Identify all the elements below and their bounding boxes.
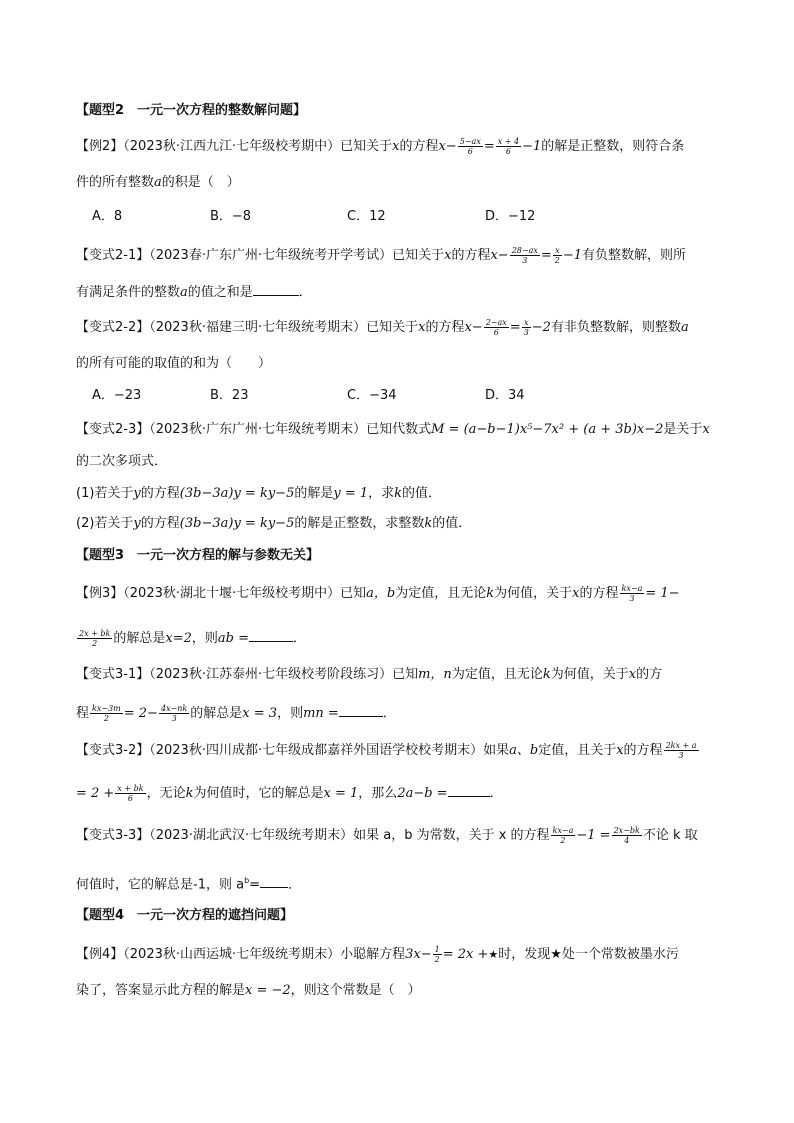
v21-line1: 【变式2-1】（2023春·广东广州·七年级统考开学考试）已知关于x的方程x− $\frac{28-ax}{3}$ = $\frac{x}{2}$ −1有负整数解，则所 [76, 246, 687, 265]
ex4-label: 【例4】 [76, 947, 124, 962]
v21-source: （2023春·广东广州·七年级统考开学考试） [149, 248, 393, 263]
v33-line1: 【变式3-3】（2023·湖北武汉·七年级统考期末）如果 a，b 为常数，关于 x 的方程 $\frac{kx-a}{2}$ −1 = $\frac{2x-bk}{4}$ 不论 k 取 [76, 826, 698, 845]
ex2-line1: 【例2】（2023秋·江西九江·七年级校考期中）已知关于x的方程x− $\frac{5-ax}{6}$ = $\frac{x + 4}{6}$ −1的解是正整数，则符合条 [76, 137, 685, 156]
v23-source: （2023秋·广东广州·七年级统考期末） [149, 422, 367, 437]
v23-label: 【变式2-3】 [76, 422, 150, 437]
ex2-fraction-1: $\frac{5-ax}{6}$ [459, 137, 481, 156]
ex2-option-d[interactable]: D．−12 [485, 209, 536, 224]
v33-fraction-1: $\frac{kx-a}{2}$ [552, 826, 574, 845]
section-2-title: 【题型2 一元一次方程的整数解问题】 [76, 103, 307, 118]
ex2-source: （2023秋·江西九江·七年级校考期中） [123, 139, 341, 154]
v31-answer-blank[interactable] [339, 703, 383, 717]
v22-option-c[interactable]: C．−34 [347, 388, 397, 403]
v33-line2: 何值时，它的解总是-1，则 $a^b=$ ． [76, 876, 302, 893]
ex2-label: 【例2】 [76, 139, 124, 154]
v22-option-a[interactable]: A．−23 [92, 388, 142, 403]
v21-label: 【变式2-1】 [76, 248, 150, 263]
ex2-option-b[interactable]: B．−8 [210, 209, 252, 224]
v33-label: 【变式3-3】 [76, 828, 150, 843]
v31-label: 【变式3-1】 [76, 667, 150, 682]
ex3-fraction-1: $\frac{kx-a}{3}$ [621, 584, 643, 603]
v22-line1: 【变式2-2】（2023秋·福建三明·七年级统考期末）已知关于x的方程x− $\frac{2-ax}{6}$ = $\frac{x}{3}$ −2有非负整数解，则整数a [76, 318, 689, 337]
v22-label: 【变式2-2】 [76, 320, 150, 335]
v31-line2: 程 $\frac{kx-3m}{2}$ = 2− $\frac{4x-nk}{3}$ 的解总是x = 3，则mn = ． [76, 704, 396, 723]
v32-label: 【变式3-2】 [76, 743, 150, 758]
v22-fraction-2: $\frac{x}{3}$ [523, 318, 529, 337]
v22-line2: 的所有可能的取值的和为（ ） [76, 356, 272, 371]
v32-source: （2023秋·四川成都·七年级成都嘉祥外国语学校校考期末） [149, 743, 484, 758]
ex4-fraction-1: $\frac{1}{2}$ [434, 945, 440, 964]
v23-line1: 【变式2-3】（2023秋·广东广州·七年级统考期末）已知代数式M = (a−b−1)x⁵−7x² + (a + 3b)x−2是关于x [76, 422, 710, 437]
v22-options [0, 386, 794, 406]
v22-source: （2023秋·福建三明·七年级统考期末） [149, 320, 367, 335]
section-4-title: 【题型4 一元一次方程的遮挡问题】 [76, 908, 294, 923]
ex3-fraction-2: $\frac{2x + bk}{2}$ [79, 629, 111, 648]
v31-line1: 【变式3-1】（2023秋·江苏泰州·七年级校考阶段练习）已知m，n为定值，且无论k为何值，关于x的方 [76, 667, 663, 682]
v31-source: （2023秋·江苏泰州·七年级校考阶段练习） [149, 667, 393, 682]
ex3-line1: 【例3】（2023秋·湖北十堰·七年级校考期中）已知a，b为定值，且无论k为何值，关于x的方程 $\frac{kx-a}{3}$ = 1− [76, 584, 680, 603]
ex3-source: （2023秋·湖北十堰·七年级校考期中） [123, 586, 341, 601]
v32-line1: 【变式3-2】（2023秋·四川成都·七年级成都嘉祥外国语学校校考期末）如果a、b定值，且关于x的方程 $\frac{2kx + a}{3}$ [76, 741, 697, 760]
ex4-line1: 【例4】（2023秋·山西运城·七年级统考期末）小聪解方程3x− $\frac{1}{2}$ = 2x +★时，发现★处一个常数被墨水污 [76, 945, 679, 964]
v32-answer-blank[interactable] [448, 783, 490, 797]
ex2-fraction-2: $\frac{x + 4}{6}$ [497, 137, 520, 156]
ex4-source: （2023秋·山西运城·七年级统考期末） [123, 947, 341, 962]
v22-option-b[interactable]: B．23 [210, 388, 249, 403]
ex3-answer-blank[interactable] [249, 628, 293, 642]
v31-fraction-2: $\frac{4x-nk}{3}$ [160, 704, 188, 723]
v21-answer-blank[interactable] [253, 282, 299, 296]
v33-answer-blank[interactable] [260, 874, 288, 888]
v32-fraction-1: $\frac{2kx + a}{3}$ [665, 741, 697, 760]
v32-line2: = 2 + $\frac{x + bk}{6}$ ，无论k为何值时，它的解总是x = 1，那么2a−b = ． [76, 784, 503, 803]
v21-fraction-1: $\frac{28-ax}{3}$ [511, 246, 538, 265]
ex2-line2: 件的所有整数a的积是（ ） [76, 175, 240, 190]
v21-line2: 有满足条件的整数a的值之和是 ． [76, 282, 312, 303]
v22-option-d[interactable]: D．34 [485, 388, 525, 403]
ex2-option-c[interactable]: C．12 [347, 209, 386, 224]
ex4-line2: 染了，答案显示此方程的解是x = −2，则这个常数是（ ） [76, 983, 421, 998]
v33-fraction-2: $\frac{2x-bk}{4}$ [613, 826, 640, 845]
v23-question-2: (2)若关于y的方程(3b−3a)y = ky−5的解是正整数，求整数k的值． [76, 516, 472, 531]
v31-fraction-1: $\frac{kx-3m}{2}$ [92, 704, 121, 723]
v21-fraction-2: $\frac{x}{2}$ [554, 246, 560, 265]
v33-source: （2023·湖北武汉·七年级统考期末） [149, 828, 354, 843]
v22-fraction-1: $\frac{2-ax}{6}$ [485, 318, 507, 337]
ex2-options [0, 207, 794, 227]
v23-line2: 的二次多项式． [76, 454, 168, 469]
v23-question-1: (1)若关于y的方程(3b−3a)y = ky−5的解是y = 1，求k的值． [76, 486, 442, 501]
ex3-label: 【例3】 [76, 586, 124, 601]
star-icon: ★ [488, 948, 499, 961]
v32-fraction-2: $\frac{x + bk}{6}$ [117, 784, 144, 803]
section-3-title: 【题型3 一元一次方程的解与参数无关】 [76, 548, 320, 563]
ex2-option-a[interactable]: A．8 [92, 209, 123, 224]
ex3-line2: $\frac{2x + bk}{2}$ 的解总是x=2，则ab = ． [79, 629, 307, 648]
